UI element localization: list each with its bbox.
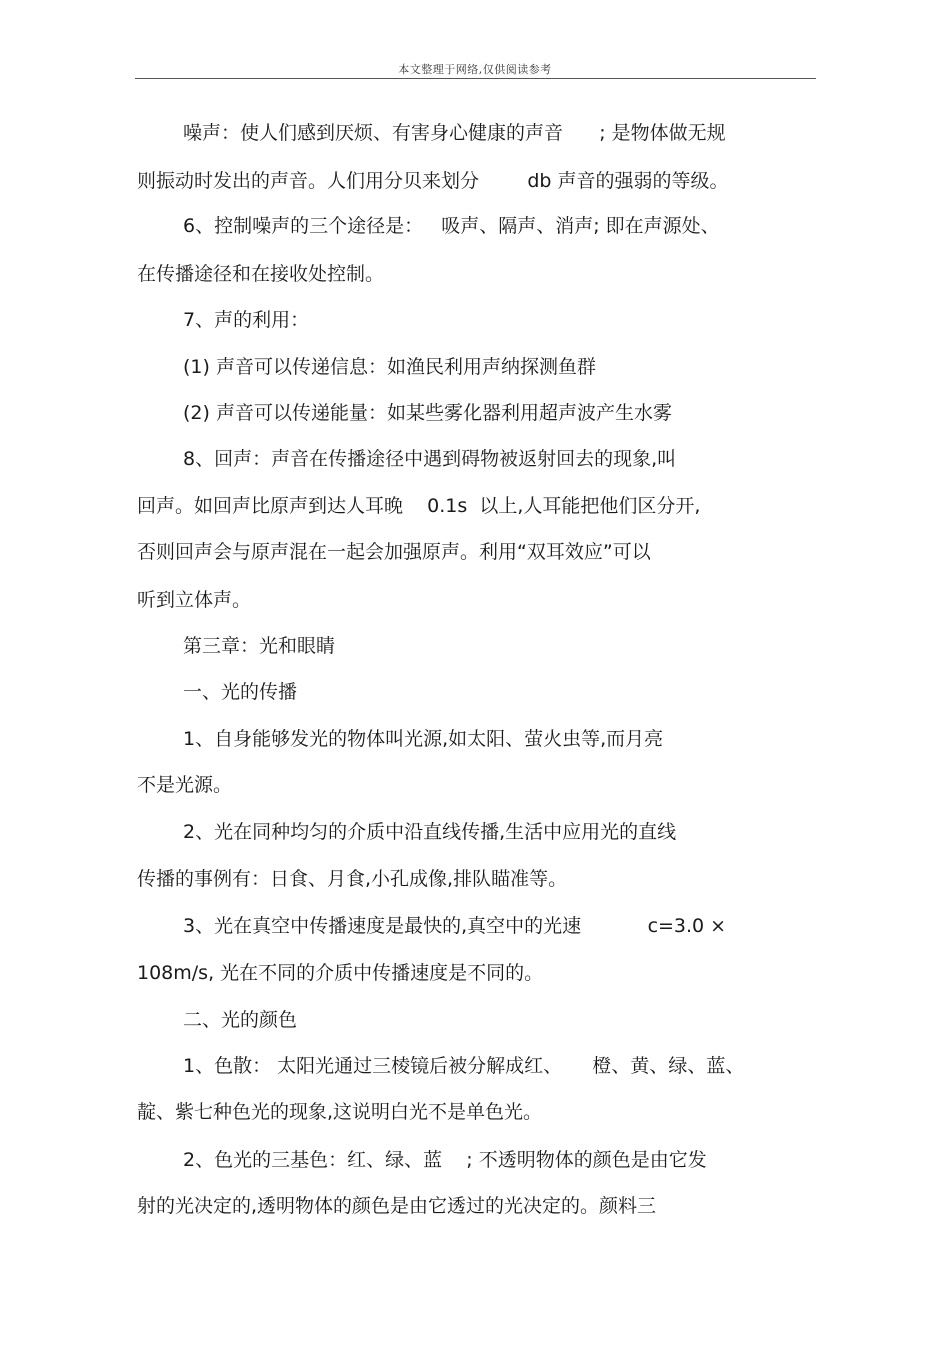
text-line: 8、回声：声音在传播途径中遇到碍物被返射回去的现象,叫 [183, 448, 677, 470]
text-line: 则振动时发出的声音。人们用分贝来划分 db 声音的强弱的等级。 [137, 170, 729, 192]
text-line: 靛、紫七种色光的现象,这说明白光不是单色光。 [137, 1101, 543, 1123]
text-line: 噪声：使人们感到厌烦、有害身心健康的声音 ; 是物体做无规 [183, 122, 726, 144]
page-header: 本文整理于网络,仅供阅读参考 [398, 63, 552, 76]
text-line: 108m/s, 光在不同的介质中传播速度是不同的。 [137, 962, 544, 984]
text-line: 3、光在真空中传播速度是最快的,真空中的光速 c=3.0 × [183, 915, 727, 937]
section-heading: 一、光的传播 [183, 681, 298, 703]
text-line: 1、自身能够发光的物体叫光源,如太阳、萤火虫等,而月亮 [183, 728, 664, 750]
text-line: 听到立体声。 [137, 589, 252, 611]
header-divider [135, 78, 816, 79]
text-line: 2、色光的三基色：红、绿、蓝 ; 不透明物体的颜色是由它发 [183, 1149, 707, 1171]
text-line: 射的光决定的,透明物体的颜色是由它透过的光决定的。颜料三 [137, 1195, 657, 1217]
text-line: 1、色散： 太阳光通过三棱镜后被分解成红、 橙、黄、绿、蓝、 [183, 1055, 745, 1077]
text-line: 在传播途径和在接收处控制。 [137, 263, 385, 285]
text-line: 传播的事例有：日食、月食,小孔成像,排队瞄准等。 [137, 868, 568, 890]
text-line: (1) 声音可以传递信息：如渔民利用声纳探测鱼群 [183, 356, 596, 378]
text-line: 2、光在同种均匀的介质中沿直线传播,生活中应用光的直线 [183, 821, 677, 843]
text-line: (2) 声音可以传递能量：如某些雾化器利用超声波产生水雾 [183, 402, 672, 424]
text-line: 7、声的利用： [183, 309, 310, 331]
chapter-heading: 第三章：光和眼睛 [183, 635, 336, 657]
text-line: 不是光源。 [137, 774, 233, 796]
text-line: 否则回声会与原声混在一起会加强原声。利用“双耳效应”可以 [137, 541, 651, 563]
text-line: 回声。如回声比原声到达人耳晚 0.1s 以上,人耳能把他们区分开, [137, 495, 701, 517]
section-heading: 二、光的颜色 [183, 1009, 298, 1031]
text-line: 6、控制噪声的三个途径是： 吸声、隔声、消声; 即在声源处、 [183, 215, 720, 237]
